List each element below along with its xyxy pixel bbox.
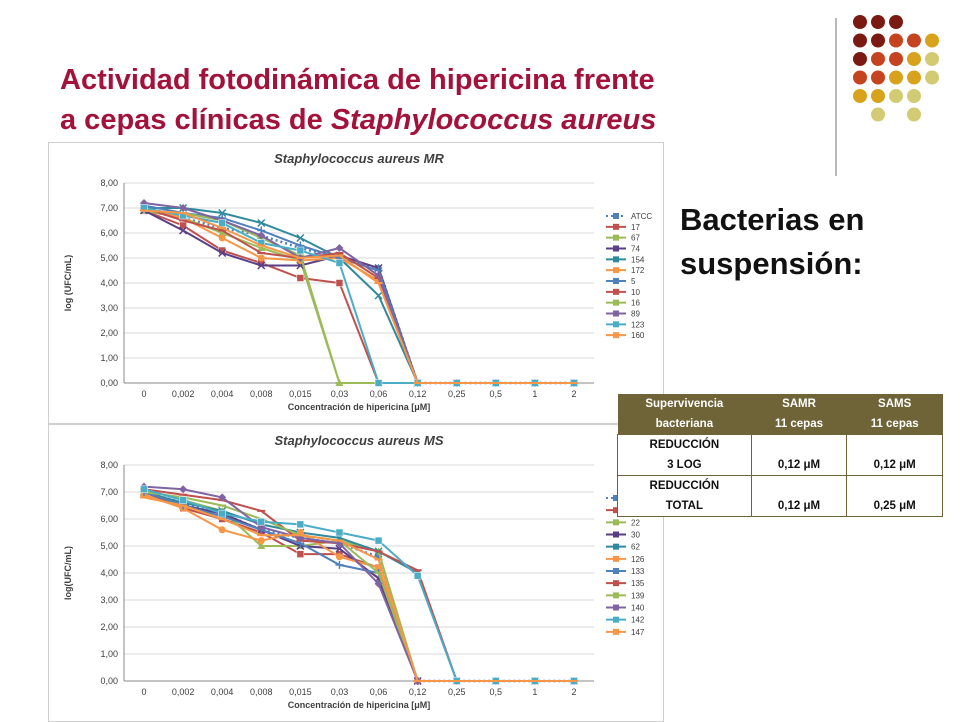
decorative-dot — [871, 15, 885, 29]
data-point — [297, 521, 304, 528]
legend-label: 89 — [631, 309, 640, 319]
legend-label: 16 — [631, 298, 640, 308]
legend-label: 123 — [631, 320, 645, 330]
series-line — [144, 208, 574, 383]
x-tick-label: 0,002 — [171, 687, 195, 697]
summary-row-label — [618, 476, 752, 517]
slide-title — [60, 60, 840, 140]
legend-marker — [613, 605, 619, 611]
x-axis-label: Concentración de hipericina [μM] — [287, 700, 431, 710]
data-point — [375, 380, 382, 387]
decorative-dot — [889, 34, 903, 48]
summary-cell-samr: 0,12 μM — [751, 435, 847, 476]
legend-marker — [613, 278, 619, 284]
summary-header-row — [618, 394, 943, 435]
y-tick-label: 7,00 — [100, 203, 118, 213]
x-tick-label: 0,002 — [171, 389, 195, 399]
series-line — [144, 497, 574, 681]
data-point — [258, 255, 265, 262]
data-point — [336, 529, 343, 536]
x-axis-label: Concentración de hipericina [μM] — [287, 402, 431, 412]
legend-marker — [613, 311, 619, 317]
series-line — [144, 492, 574, 681]
decorative-dot — [853, 52, 867, 66]
legend-marker — [613, 532, 619, 538]
summary-cell-sams: 0,25 μM — [847, 476, 943, 517]
x-tick-label: 0,06 — [369, 687, 388, 697]
data-point — [336, 553, 343, 560]
decorative-dot — [871, 108, 885, 122]
x-tick-label: 0,25 — [447, 687, 466, 697]
legend-label: 5 — [631, 277, 636, 286]
x-tick-label: 0,03 — [330, 687, 349, 697]
data-point — [219, 220, 226, 227]
legend-marker — [613, 256, 619, 262]
data-point — [141, 486, 148, 493]
decorative-dot — [907, 34, 921, 48]
y-tick-label: 7,00 — [100, 487, 118, 497]
legend-marker — [613, 300, 619, 306]
data-point — [297, 551, 304, 558]
data-point — [297, 247, 304, 254]
legend-marker — [613, 580, 619, 586]
chart-title: Staphylococcus aureus MR — [274, 151, 444, 166]
data-point — [375, 537, 382, 544]
x-tick-label: 1 — [532, 389, 538, 399]
legend-label: 139 — [631, 591, 645, 601]
decorative-dot — [853, 34, 867, 48]
series-line — [144, 211, 574, 384]
slide-title-line1: Actividad fotodinámica de hipericina frente — [60, 64, 655, 96]
data-point — [258, 518, 265, 525]
data-point — [297, 275, 304, 282]
legend-marker — [613, 289, 619, 295]
decorative-dot — [907, 52, 921, 66]
series-line — [144, 208, 574, 383]
decorative-dot-grid — [850, 12, 950, 162]
legend-label: 172 — [631, 266, 645, 276]
y-tick-label: 8,00 — [100, 460, 118, 470]
x-tick-label: 0,12 — [408, 687, 427, 697]
legend-marker — [613, 332, 619, 338]
series-line — [144, 211, 574, 384]
series-line — [144, 489, 574, 681]
x-tick-label: 0,06 — [369, 389, 388, 399]
data-point — [414, 572, 421, 579]
series-line — [144, 489, 574, 681]
legend-label: 62 — [631, 542, 640, 552]
x-tick-label: 0,004 — [210, 389, 234, 399]
subheading-line2: suspensión: — [680, 246, 863, 281]
header-text: Supervivencia — [645, 398, 724, 410]
y-tick-label: 2,00 — [100, 622, 118, 632]
y-tick-label: 0,00 — [100, 676, 118, 686]
y-tick-label: 5,00 — [100, 541, 118, 551]
legend-label: 160 — [631, 331, 645, 341]
series-line — [144, 211, 574, 384]
y-tick-label: 3,00 — [100, 303, 118, 313]
row-label-text: 3 LOG — [667, 459, 702, 471]
chart-title: Staphylococcus aureus MS — [274, 433, 444, 448]
legend-marker — [613, 321, 619, 327]
x-tick-label: 0,5 — [489, 687, 503, 697]
y-tick-label: 4,00 — [100, 568, 118, 578]
y-tick-label: 1,00 — [100, 649, 118, 659]
y-tick-label: 1,00 — [100, 353, 118, 363]
decorative-dot — [871, 89, 885, 103]
series-line — [144, 495, 574, 681]
legend-marker — [613, 544, 619, 550]
summary-row — [618, 476, 943, 517]
summary-header-cell — [618, 394, 752, 435]
decorative-dot — [907, 89, 921, 103]
series-line — [144, 492, 574, 681]
y-axis-label: log (UFC/mL) — [63, 254, 73, 312]
y-tick-label: 3,00 — [100, 595, 118, 605]
x-tick-label: 0 — [141, 389, 147, 399]
series-line — [144, 208, 574, 383]
row-label-text: REDUCCIÓN — [649, 480, 720, 492]
x-tick-label: 0,015 — [289, 687, 312, 697]
row-label-text: TOTAL — [665, 500, 703, 512]
summary-table — [617, 394, 943, 517]
decorative-dot — [889, 15, 903, 29]
legend-label: 17 — [631, 222, 640, 232]
series-line — [144, 211, 574, 384]
chart-mr — [48, 142, 664, 424]
y-tick-label: 4,00 — [100, 278, 118, 288]
decorative-dot — [871, 71, 885, 85]
legend-marker — [613, 519, 619, 525]
x-tick-label: 0,015 — [289, 389, 312, 399]
data-point — [335, 561, 343, 569]
data-point — [219, 235, 226, 242]
decorative-dot — [853, 15, 867, 29]
data-point — [336, 260, 343, 267]
legend-marker — [613, 246, 619, 252]
legend-marker — [613, 629, 619, 635]
header-text: 11 cepas — [775, 418, 823, 430]
legend-marker — [613, 224, 619, 230]
series-line — [144, 492, 574, 681]
legend-label: 74 — [631, 244, 640, 254]
legend-label: 140 — [631, 603, 645, 613]
x-tick-label: 0,008 — [250, 389, 273, 399]
legend-label: 10 — [631, 287, 640, 297]
legend-label: 154 — [631, 255, 645, 265]
slide-title-line2-italic: Staphylococcus aureus — [330, 104, 657, 136]
chart-ms-canvas — [49, 425, 663, 721]
x-tick-label: 0,004 — [210, 687, 234, 697]
header-text: SAMS — [878, 398, 912, 410]
y-tick-label: 6,00 — [100, 514, 118, 524]
y-tick-label: 5,00 — [100, 253, 118, 263]
legend-marker — [613, 235, 619, 241]
series-line — [144, 206, 574, 384]
legend-label: 67 — [631, 233, 640, 243]
x-tick-label: 0,25 — [447, 389, 466, 399]
legend-marker — [613, 568, 619, 574]
legend-marker — [613, 213, 619, 219]
legend-marker — [613, 617, 619, 623]
header-text: SAMR — [782, 398, 816, 410]
decorative-dot — [925, 71, 939, 85]
decorative-divider — [835, 18, 837, 176]
data-point — [336, 280, 343, 287]
legend-label: 30 — [631, 530, 640, 540]
series-line — [144, 211, 574, 384]
slide-title-line2-prefix: a cepas clínicas de — [60, 104, 331, 136]
decorative-dot — [925, 34, 939, 48]
header-text: 11 cepas — [870, 418, 919, 430]
series-line — [144, 208, 574, 383]
series-line — [144, 492, 574, 681]
y-tick-label: 2,00 — [100, 328, 118, 338]
decorative-dot — [853, 71, 867, 85]
legend-label: 133 — [631, 567, 645, 576]
summary-row-label — [618, 435, 752, 476]
series-line — [144, 492, 574, 681]
decorative-dot — [871, 52, 885, 66]
x-tick-label: 0,008 — [250, 687, 273, 697]
x-tick-label: 0,12 — [408, 389, 427, 399]
data-point — [180, 497, 187, 504]
summary-header-cell — [751, 394, 847, 435]
summary-cell-sams: 0,12 μM — [847, 435, 943, 476]
decorative-dot — [889, 89, 903, 103]
x-tick-label: 0 — [141, 687, 147, 697]
decorative-dot — [907, 71, 921, 85]
decorative-dot — [853, 89, 867, 103]
series-line — [144, 211, 574, 384]
legend-label: 22 — [631, 518, 640, 528]
summary-row — [618, 435, 943, 476]
x-tick-label: 2 — [571, 687, 577, 697]
decorative-dot — [889, 71, 903, 85]
legend-marker — [613, 592, 619, 598]
x-tick-label: 1 — [532, 687, 538, 697]
data-point — [219, 510, 226, 517]
data-point — [219, 526, 226, 533]
header-text: bacteriana — [655, 418, 714, 430]
decorative-dot — [871, 34, 885, 48]
legend-label: ATCC — [631, 212, 653, 221]
series-line — [144, 489, 574, 681]
y-axis-label: log(UFC/mL) — [63, 546, 73, 600]
x-tick-label: 0,5 — [489, 389, 503, 399]
decorative-dot — [889, 52, 903, 66]
x-tick-label: 2 — [571, 389, 577, 399]
subheading — [680, 198, 950, 286]
subheading-line1: Bacterias en — [680, 202, 865, 237]
legend-marker — [613, 267, 619, 273]
summary-cell-samr: 0,12 μM — [751, 476, 847, 517]
legend-label: 147 — [631, 627, 645, 637]
chart-mr-canvas — [49, 143, 663, 423]
y-tick-label: 6,00 — [100, 228, 118, 238]
row-label-text: REDUCCIÓN — [649, 439, 720, 451]
decorative-dot — [925, 52, 939, 66]
summary-header-cell — [847, 394, 943, 435]
series-line — [144, 492, 574, 681]
y-tick-label: 0,00 — [100, 378, 118, 388]
legend-marker — [613, 556, 619, 562]
y-tick-label: 8,00 — [100, 178, 118, 188]
decorative-dot — [907, 108, 921, 122]
chart-ms — [48, 424, 664, 722]
x-tick-label: 0,03 — [330, 389, 349, 399]
data-point — [258, 537, 265, 544]
legend-label: 142 — [631, 615, 645, 625]
legend-label: 135 — [631, 579, 645, 589]
legend-label: 126 — [631, 554, 645, 564]
